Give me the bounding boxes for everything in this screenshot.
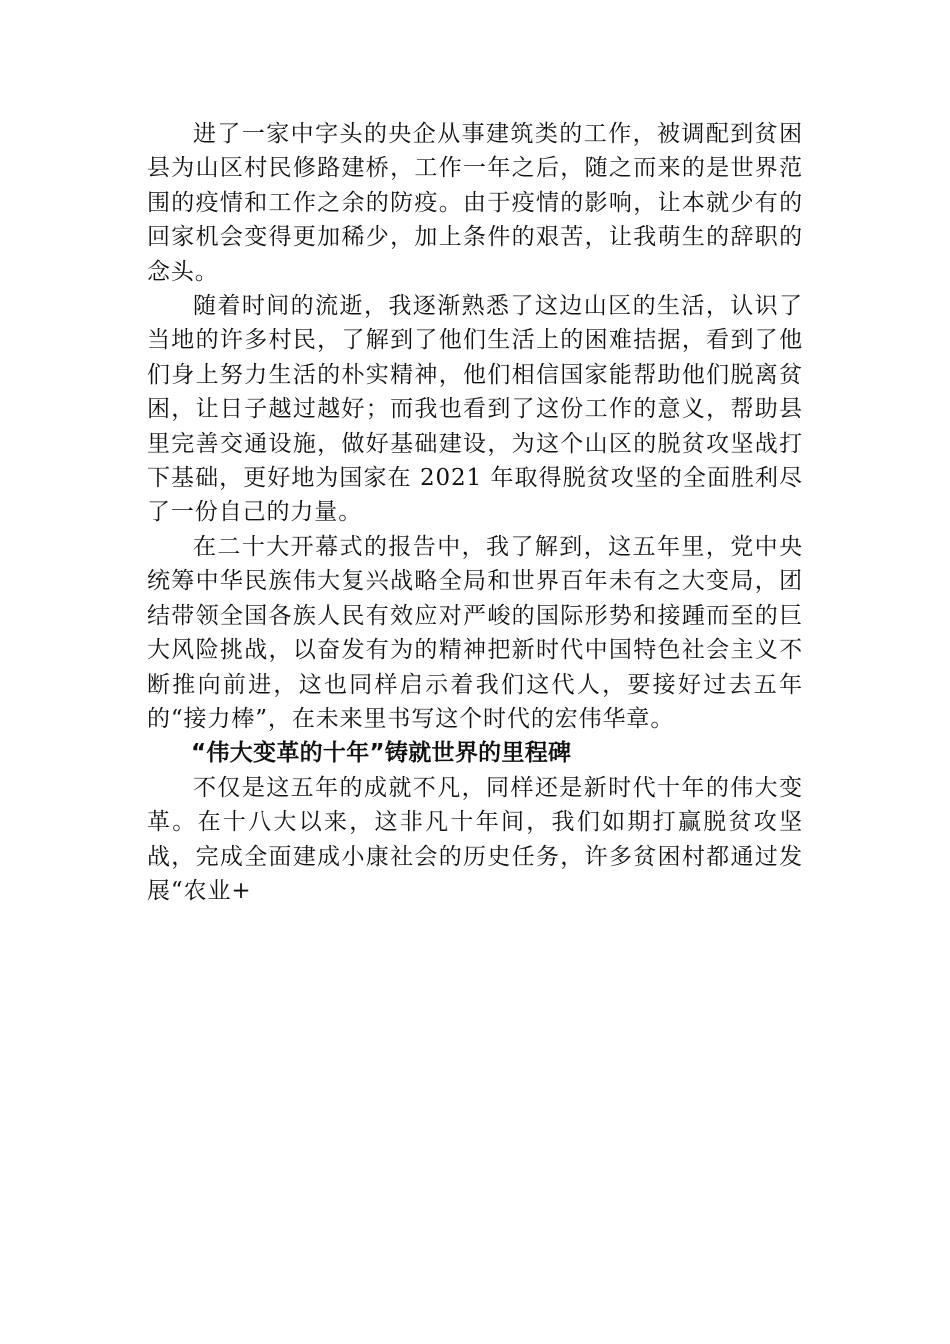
paragraph-1: 进了一家中字头的央企从事建筑类的工作，被调配到贫困县为山区村民修路建桥，工作一年之后，随之而来的是世界范围的疫情和工作之余的防疫。由于疫情的影响，让本就少有的回家机会变得更加稀少，加上条件的艰苦，让我萌生的辞职的念头。 (147, 121, 803, 285)
section-heading: “伟大变革的十年”铸就世界的里程碑 (191, 740, 572, 767)
paragraph-3: 在二十大开幕式的报告中，我了解到，这五年里，党中央统筹中华民族伟大复兴战略全局和世界百年未有之大变局，团结带领全国各族人民有效应对严峻的国际形势和接踵而至的巨大风险挑战，以奋发有为的精神把新时代中国特色社会主义不断推向前进，这也同样启示着我们这代人，要接好过去五年的“接力棒”，在未来里书写这个时代的宏伟华章。 (147, 533, 803, 732)
document-body (147, 117, 803, 908)
paragraph-2: 随着时间的流逝，我逐渐熟悉了这边山区的生活，认识了当地的许多村民，了解到了他们生活上的困难拮据，看到了他们身上努力生活的朴实精神，他们相信国家能帮助他们脱离贫困，让日子越过越好；而我也看到了这份工作的意义，帮助县里完善交通设施，做好基础建设，为这个山区的脱贫攻坚战打下基础，更好地为国家在 2021 年取得脱贫攻坚的全面胜利尽了一份自己的力量。 (147, 293, 803, 526)
paragraph-4: 不仅是这五年的成就不凡，同样还是新时代十年的伟大变革。在十八大以来，这非凡十年间，我们如期打赢脱贫攻坚战，完成全面建成小康社会的历史任务，许多贫困村都通过发展“农业+ (147, 774, 803, 904)
